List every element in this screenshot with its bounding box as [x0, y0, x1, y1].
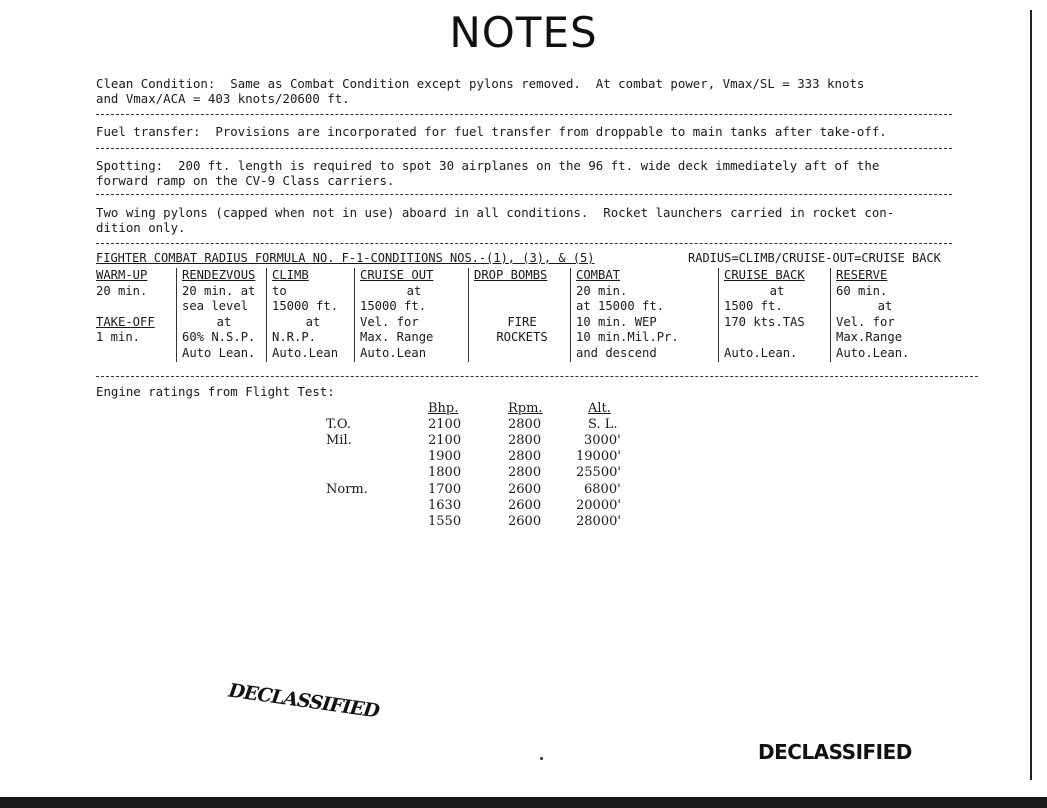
note-clean-condition: Clean Condition: Same as Combat Condition except pylons removed. At combat power, Vmax/SL = 333 knots and Vmax/ACA = 403 knots/20600 ft.: [96, 76, 865, 106]
col-line: 10 min.Mil.Pr.: [576, 330, 679, 345]
dashed-divider: [96, 194, 952, 195]
rating-bhp: 1700: [428, 482, 462, 497]
rating-bhp: 2100: [428, 417, 462, 432]
col-header: RENDEZVOUS: [182, 268, 256, 282]
col-line: 20 min.: [96, 283, 148, 298]
right-margin-rule: [1030, 10, 1032, 780]
col-header: CRUISE OUT: [360, 268, 434, 282]
rating-rpm: 2600: [508, 498, 542, 513]
col-line: 10 min. WEP: [576, 314, 657, 329]
col-line: Auto.Lean.: [724, 345, 798, 360]
col-climb: [266, 268, 354, 362]
dashed-divider: [96, 243, 952, 244]
col-line: 60% N.S.P.: [182, 330, 256, 345]
rating-label: Norm.: [326, 482, 368, 497]
rating-alt: 19000': [576, 449, 621, 464]
col-line: N.R.P.: [272, 330, 317, 345]
rating-alt: 25500': [576, 465, 621, 480]
col-line: Auto Lean.: [182, 345, 256, 360]
col-cruise-out: [354, 268, 468, 362]
col-line: at: [216, 314, 232, 329]
col-line: 15000 ft.: [272, 299, 339, 314]
col-line: 60 min.: [836, 283, 888, 298]
col-line: 1500 ft.: [724, 299, 783, 314]
alt-header: Alt.: [588, 401, 611, 416]
col-header: CRUISE BACK: [724, 268, 805, 282]
col-line: to: [272, 283, 287, 298]
rating-alt: 20000': [576, 498, 621, 513]
col-line: ROCKETS: [496, 330, 548, 345]
combat-radius-title: FIGHTER COMBAT RADIUS FORMULA NO. F-1-CONDITIONS NOS.-(1), (3), & (5): [96, 251, 595, 265]
col-line: at: [769, 283, 785, 298]
rating-rpm: 2800: [508, 449, 542, 464]
rating-bhp: 2100: [428, 433, 462, 448]
rating-alt: S. L.: [588, 417, 618, 432]
rating-bhp: 1630: [428, 498, 462, 513]
col-header: RESERVE: [836, 268, 888, 282]
col-line: sea level: [182, 299, 249, 314]
col-line: 15000 ft.: [360, 299, 427, 314]
col-line: Vel. for: [360, 314, 419, 329]
col-line: Auto.Lean: [360, 345, 427, 360]
col-rendezvous: [176, 268, 266, 362]
col-line: Max. Range: [360, 330, 434, 345]
col-line: 20 min.: [576, 283, 628, 298]
col-line: TAKE-OFF: [96, 314, 155, 329]
col-header: DROP BOMBS: [474, 268, 548, 282]
dashed-divider: [96, 376, 978, 377]
col-line: 20 min. at: [182, 283, 256, 298]
note-wing-pylons: Two wing pylons (capped when not in use) aboard in all conditions. Rocket launchers carried in rocket con- dition only.: [96, 205, 895, 235]
col-header: CLIMB: [272, 268, 309, 282]
bhp-header: Bhp.: [428, 401, 459, 416]
col-line: Auto.Lean: [272, 345, 339, 360]
col-line: 170 kts.TAS: [724, 314, 805, 329]
rating-alt: 3000': [584, 433, 621, 448]
rating-label: T.O.: [326, 417, 351, 432]
note-fuel-transfer: Fuel transfer: Provisions are incorporated for fuel transfer from droppable to main tanks after take-off.: [96, 124, 887, 139]
col-line: at 15000 ft.: [576, 299, 665, 314]
col-combat: [570, 268, 718, 362]
col-cruise-back: [718, 268, 830, 362]
rating-rpm: 2800: [508, 465, 542, 480]
dashed-divider: [96, 114, 952, 115]
col-drop-bombs: [468, 268, 570, 362]
col-line: at: [877, 299, 893, 314]
rating-bhp: 1800: [428, 465, 462, 480]
col-line: [474, 284, 570, 300]
col-line: 1 min.: [96, 330, 141, 345]
col-line: and descend: [576, 345, 657, 360]
rating-rpm: 2800: [508, 433, 542, 448]
rating-rpm: 2800: [508, 417, 542, 432]
rating-alt: 6800': [584, 482, 621, 497]
rating-rpm: 2600: [508, 482, 542, 497]
rating-bhp: 1550: [428, 514, 462, 529]
rating-alt: 28000': [576, 514, 621, 529]
col-reserve: [830, 268, 934, 362]
rpm-header: Rpm.: [508, 401, 543, 416]
note-spotting: Spotting: 200 ft. length is required to spot 30 airplanes on the 96 ft. wide deck immediately aft of the forward ramp on the CV-9 Class carriers.: [96, 158, 880, 188]
rating-rpm: 2600: [508, 514, 542, 529]
col-line: [96, 299, 176, 315]
col-line: at: [406, 283, 422, 298]
col-line: Vel. for: [836, 314, 895, 329]
page-title: NOTES: [449, 8, 598, 57]
col-line: [474, 299, 570, 315]
col-line: [96, 346, 176, 362]
col-line: [474, 346, 570, 362]
combat-radius-formula: RADIUS=CLIMB/CRUISE-OUT=CRUISE BACK: [688, 251, 941, 265]
dashed-divider: [96, 148, 952, 149]
col-line: Auto.Lean.: [836, 345, 910, 360]
col-line: FIRE: [507, 314, 537, 329]
bottom-edge-bar: [0, 797, 1047, 808]
col-header: COMBAT: [576, 268, 621, 282]
engine-ratings-title: Engine ratings from Flight Test:: [96, 384, 335, 399]
col-line: Max.Range: [836, 330, 903, 345]
col-warm-up: [95, 268, 176, 362]
col-line: at: [305, 314, 321, 329]
speck: [540, 757, 543, 760]
col-line: [724, 330, 830, 346]
col-header: WARM-UP: [96, 268, 148, 282]
handwritten-declassified-stamp: DECLASSIFIED: [227, 679, 381, 723]
rating-bhp: 1900: [428, 449, 462, 464]
combat-radius-table: [95, 268, 934, 362]
rating-label: Mil.: [326, 433, 352, 448]
declassified-stamp: DECLASSIFIED: [758, 740, 912, 764]
